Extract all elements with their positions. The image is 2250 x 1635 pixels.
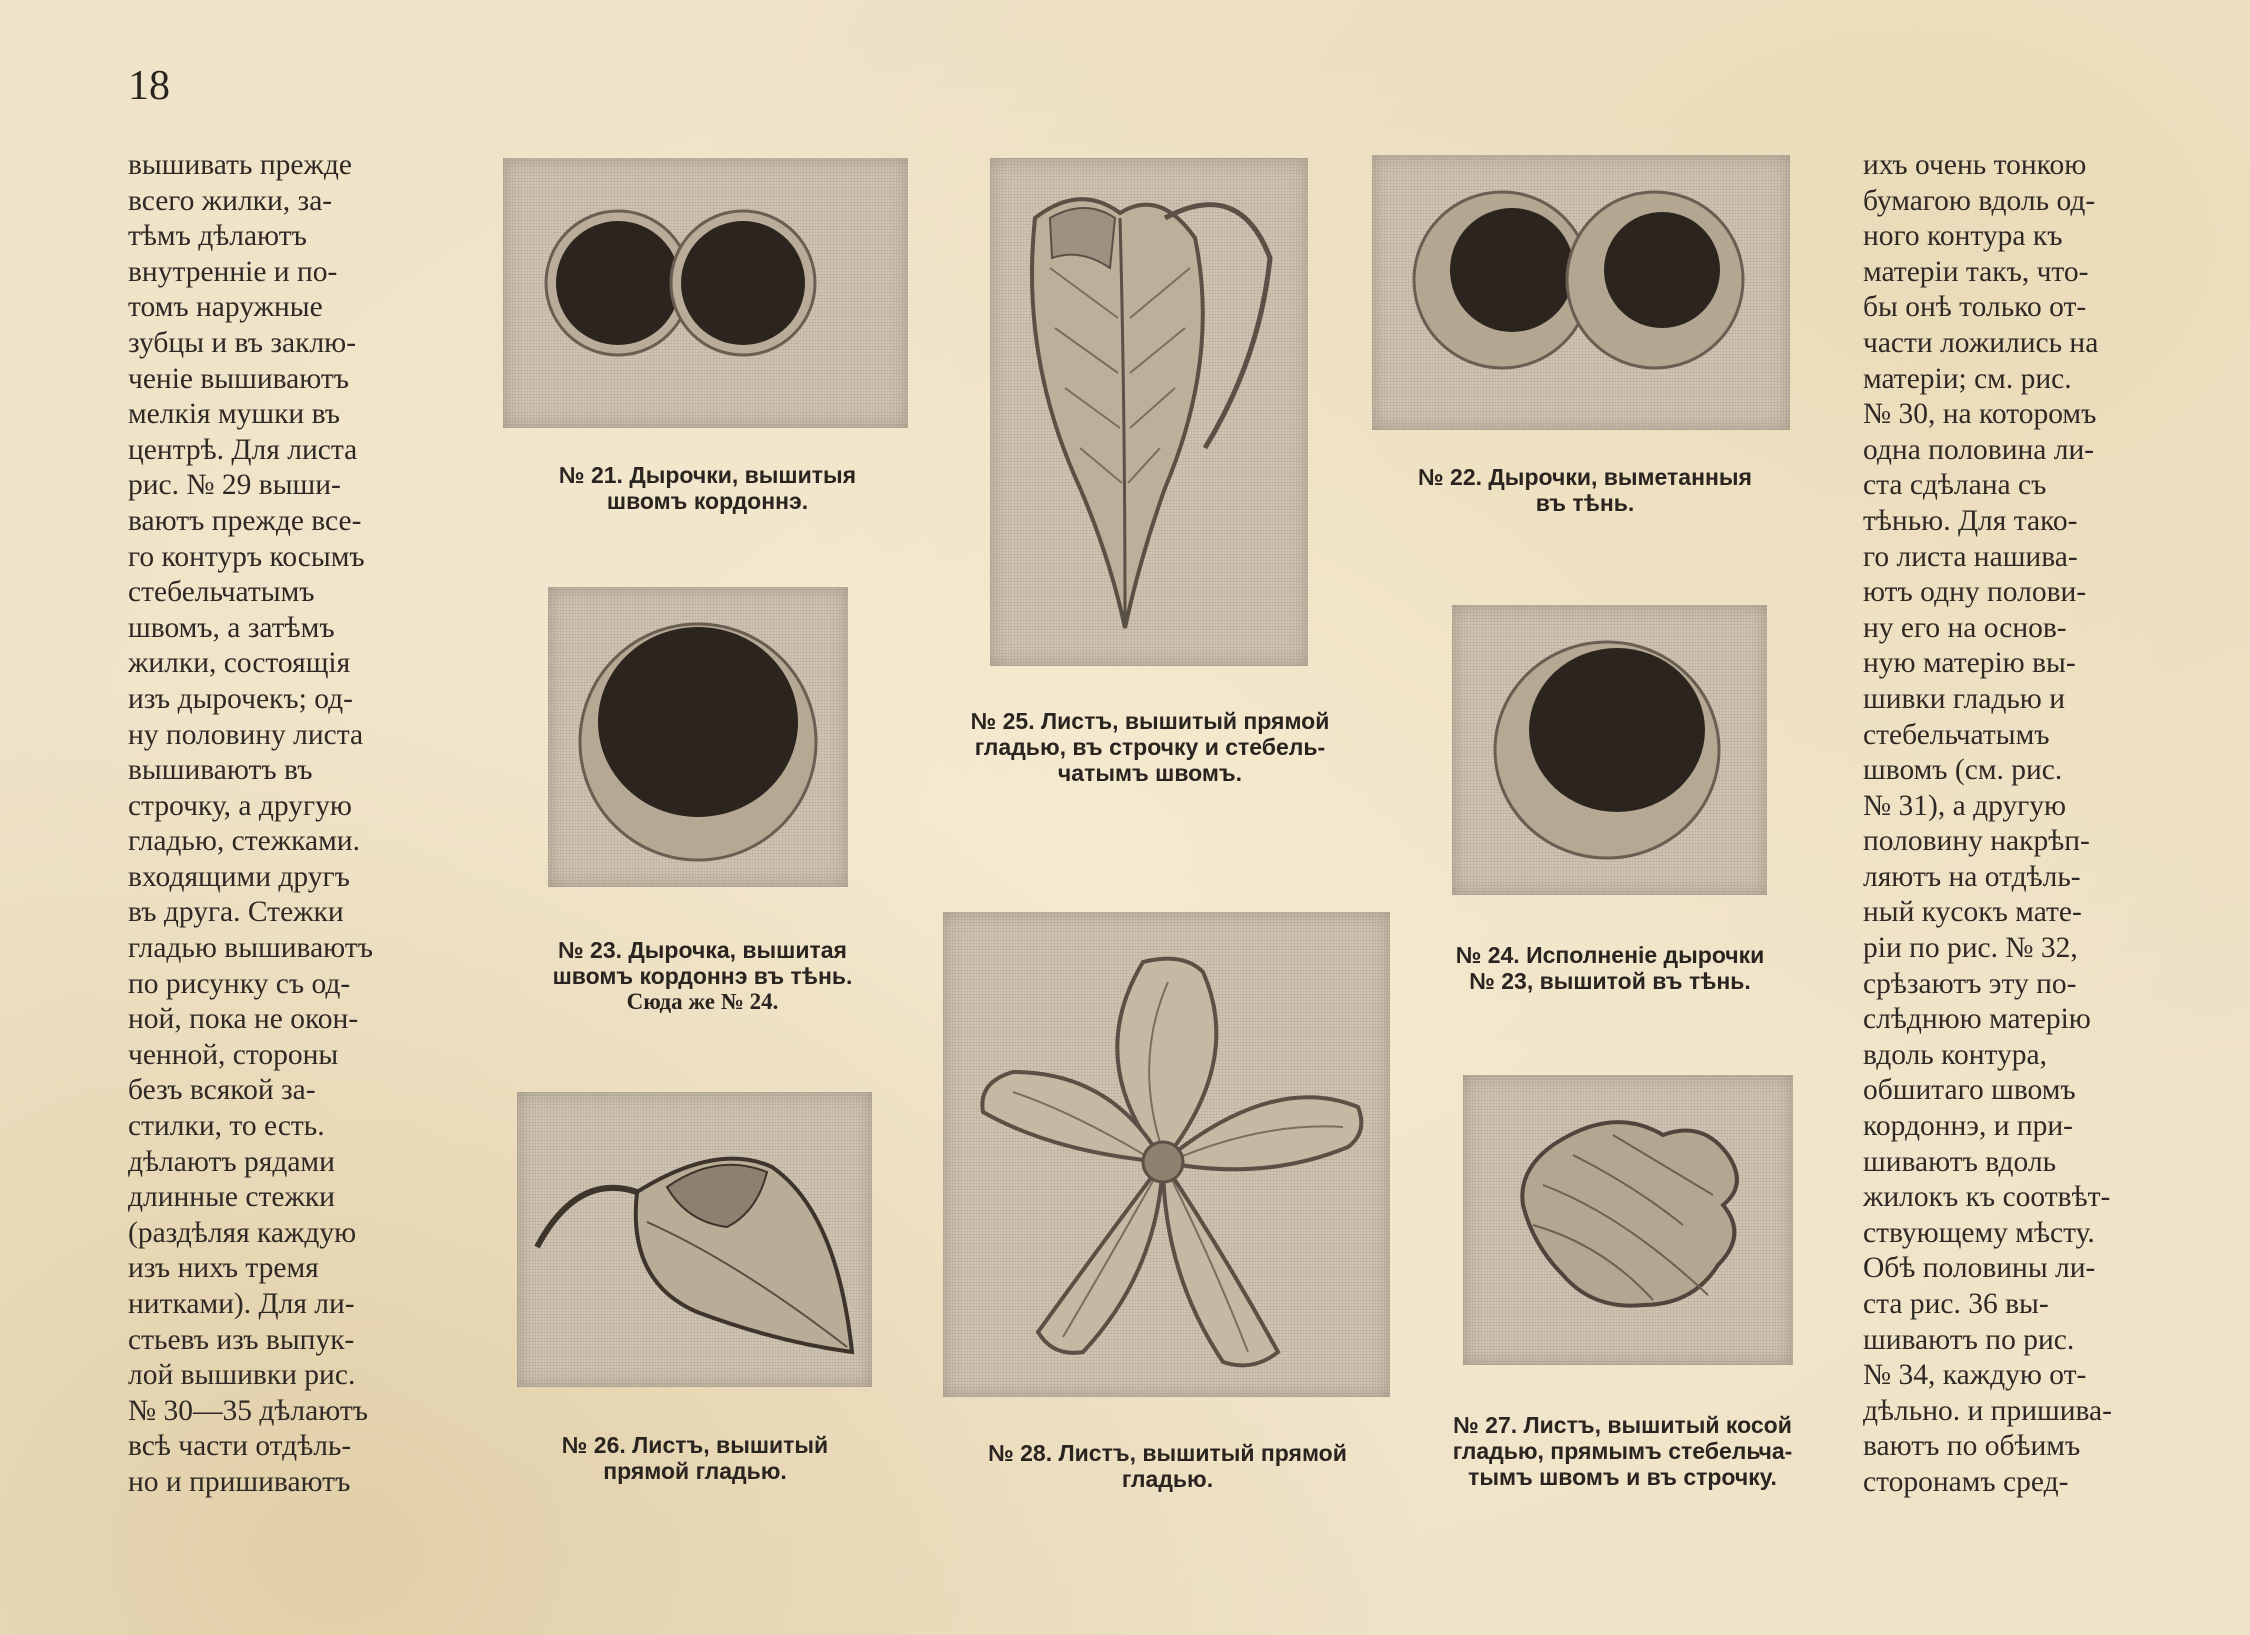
text-line: ста рис. 36 вы-	[1863, 1288, 2049, 1320]
text-line: бы онѣ только от-	[1863, 291, 2087, 324]
text-line: лой вышивки рис.	[128, 1359, 356, 1392]
text-line: шиваютъ вдоль	[1863, 1145, 2057, 1178]
text-line: тѣнью. Для тако-	[1863, 504, 2078, 537]
text-line: го листа нашива-	[1863, 540, 2078, 573]
text-line: ную матерію вы-	[1863, 647, 2076, 680]
text-line: изъ дырочекъ; од-	[128, 682, 353, 715]
text-line: швомъ (см. рис.	[1863, 754, 2063, 787]
figure-22-twin-shaded-eyelets-illustration	[1372, 155, 1790, 430]
figure-27-oak-leaf-illustration	[1463, 1075, 1793, 1365]
text-line: срѣзаютъ эту по-	[1863, 967, 2077, 1000]
caption-line: № 24. Исполненіе дырочки	[1455, 942, 1765, 968]
text-line: ріи по рис. № 32,	[1863, 932, 2078, 965]
text-line: швомъ, а затѣмъ	[128, 611, 335, 644]
text-line: сторонамъ сред-	[1863, 1465, 2069, 1498]
text-line: ной, пока не окон-	[128, 1003, 359, 1036]
text-line: матеріи такъ, что-	[1863, 255, 2089, 288]
text-line: внутренніе и по-	[128, 255, 338, 288]
text-line: го контуръ косымъ	[128, 540, 365, 573]
left-text-column	[128, 148, 428, 1501]
text-line: всѣ части отдѣль-	[128, 1430, 352, 1463]
figure-23-single-eyelet-illustration	[548, 587, 848, 887]
text-line: стебельчатымъ	[128, 576, 315, 609]
figure-26-curled-leaf-illustration	[517, 1092, 872, 1387]
figure-25-long-leaf-illustration	[990, 158, 1308, 666]
text-line: зубцы и въ заклю-	[128, 326, 357, 359]
caption-line: № 22. Дырочки, выметанныя	[1418, 464, 1752, 490]
text-line: но и пришиваютъ	[128, 1465, 351, 1498]
text-line: ста сдѣлана съ	[1863, 469, 2047, 502]
caption-line: гладью, въ строчку и стебель-	[974, 734, 1326, 760]
text-line: изъ нихъ тремя	[128, 1252, 319, 1285]
text-line: ихъ очень тонкою	[1863, 149, 2087, 181]
text-line: шиваютъ по рис.	[1863, 1323, 2075, 1356]
text-line: бумагою вдоль од-	[1863, 184, 2096, 217]
text-line: дѣлаютъ рядами	[128, 1145, 335, 1178]
caption-26	[510, 1432, 880, 1484]
text-line: ный кусокъ мате-	[1863, 896, 2082, 929]
caption-line: № 26. Листъ, вышитый	[561, 1432, 829, 1458]
caption-line: № 27. Листъ, вышитый косой	[1453, 1412, 1792, 1438]
text-line: ного контура къ	[1863, 220, 2063, 253]
text-line: мелкія мушки въ	[128, 398, 341, 431]
figure-21-twin-eyelets-illustration	[503, 158, 908, 428]
text-line: матеріи; см. рис.	[1863, 362, 2072, 395]
caption-line: Сюда же № 24.	[626, 989, 779, 1014]
text-line: жилки, состоящія	[128, 647, 351, 680]
caption-line: № 25. Листъ, вышитый прямой	[970, 708, 1330, 734]
text-line: ствующему мѣсту.	[1863, 1216, 2095, 1249]
text-line: въ друга. Стежки	[128, 896, 344, 929]
text-line: № 30—35 дѣлаютъ	[128, 1394, 369, 1427]
text-line: входящими другъ	[128, 860, 350, 893]
text-line: половину накрѣп-	[1863, 825, 2090, 858]
text-line: вышивать прежде	[128, 149, 352, 181]
caption-line: № 28. Листъ, вышитый прямой	[988, 1440, 1347, 1466]
page-number: 18	[128, 63, 170, 109]
caption-line: прямой гладью.	[603, 1458, 787, 1484]
text-line: ну его на основ-	[1863, 611, 2067, 644]
text-line: нитками). Для ли-	[128, 1288, 355, 1320]
caption-28	[945, 1440, 1390, 1492]
text-line: стилки, то есть.	[128, 1110, 325, 1143]
text-line: № 31), а другую	[1863, 789, 2067, 822]
text-line: вышиваютъ въ	[128, 754, 313, 787]
text-line: части ложились на	[1863, 326, 2099, 359]
caption-27	[1430, 1412, 1815, 1490]
text-line: гладью вышиваютъ	[128, 932, 373, 965]
text-line: ченіе вышиваютъ	[128, 362, 350, 395]
caption-22	[1375, 464, 1795, 516]
text-line: ваютъ прежде все-	[128, 504, 362, 537]
text-line: одна половина ли-	[1863, 433, 2095, 466]
figure-24-shaded-eyelet-illustration	[1452, 605, 1767, 895]
text-line: центрѣ. Для листа	[128, 433, 358, 466]
text-line: жилокъ къ соотвѣт-	[1863, 1181, 2111, 1214]
caption-line: въ тѣнь.	[1535, 490, 1635, 516]
figure-28-five-petal-flower-illustration	[943, 912, 1390, 1397]
caption-21	[505, 462, 910, 514]
text-line: № 34, каждую от-	[1863, 1359, 2087, 1392]
text-line: тѣмъ дѣлаютъ	[128, 220, 307, 253]
text-line: вдоль контура,	[1863, 1038, 2047, 1071]
text-line: стебельчатымъ	[1863, 718, 2050, 751]
caption-line: № 23, вышитой въ тѣнь.	[1469, 968, 1751, 994]
caption-23	[525, 937, 880, 1015]
text-line: томъ наружные	[128, 291, 323, 324]
text-line: дѣльно. и пришива-	[1863, 1394, 2112, 1427]
text-line: № 30, на которомъ	[1863, 398, 2097, 431]
text-line: ютъ одну полови-	[1863, 576, 2087, 609]
text-line: ну половину листа	[128, 718, 364, 751]
text-line: рис. № 29 выши-	[128, 469, 341, 502]
text-line: безъ всякой за-	[128, 1074, 316, 1107]
caption-line: гладью, прямымъ стебельча-	[1452, 1438, 1793, 1464]
text-line: стьевъ изъ выпук-	[128, 1323, 355, 1356]
caption-line: швомъ кордоннэ.	[606, 488, 809, 514]
text-line: ваютъ по обѣимъ	[1863, 1430, 2081, 1463]
text-line: ляютъ на отдѣль-	[1863, 860, 2081, 893]
text-line: слѣднюю матерію	[1863, 1003, 2091, 1036]
text-line: обшитаго швомъ	[1863, 1074, 2076, 1107]
caption-24	[1430, 942, 1790, 994]
text-line: строчку, а другую	[128, 789, 352, 822]
text-line: (раздѣляя каждую	[128, 1216, 357, 1249]
caption-25	[945, 708, 1355, 786]
text-line: всего жилки, за-	[128, 184, 333, 217]
text-line: длинные стежки	[128, 1181, 335, 1214]
caption-line: швомъ кордоннэ въ тѣнь.	[552, 963, 853, 989]
text-line: Обѣ половины ли-	[1863, 1252, 2096, 1285]
caption-line: № 21. Дырочки, вышитыя	[558, 462, 857, 488]
caption-line: гладью.	[1121, 1466, 1214, 1492]
text-line: шивки гладью и	[1863, 682, 2066, 715]
caption-line: тымъ швомъ и въ строчку.	[1468, 1464, 1777, 1490]
text-line: ченной, стороны	[128, 1038, 339, 1071]
text-line: гладью, стежками.	[128, 825, 360, 858]
text-line: по рисунку съ од-	[128, 967, 351, 1000]
text-line: кордоннэ, и при-	[1863, 1110, 2074, 1143]
caption-line: чатымъ швомъ.	[1057, 760, 1243, 786]
caption-line: № 23. Дырочка, вышитая	[558, 937, 847, 963]
right-text-column	[1863, 148, 2163, 1501]
